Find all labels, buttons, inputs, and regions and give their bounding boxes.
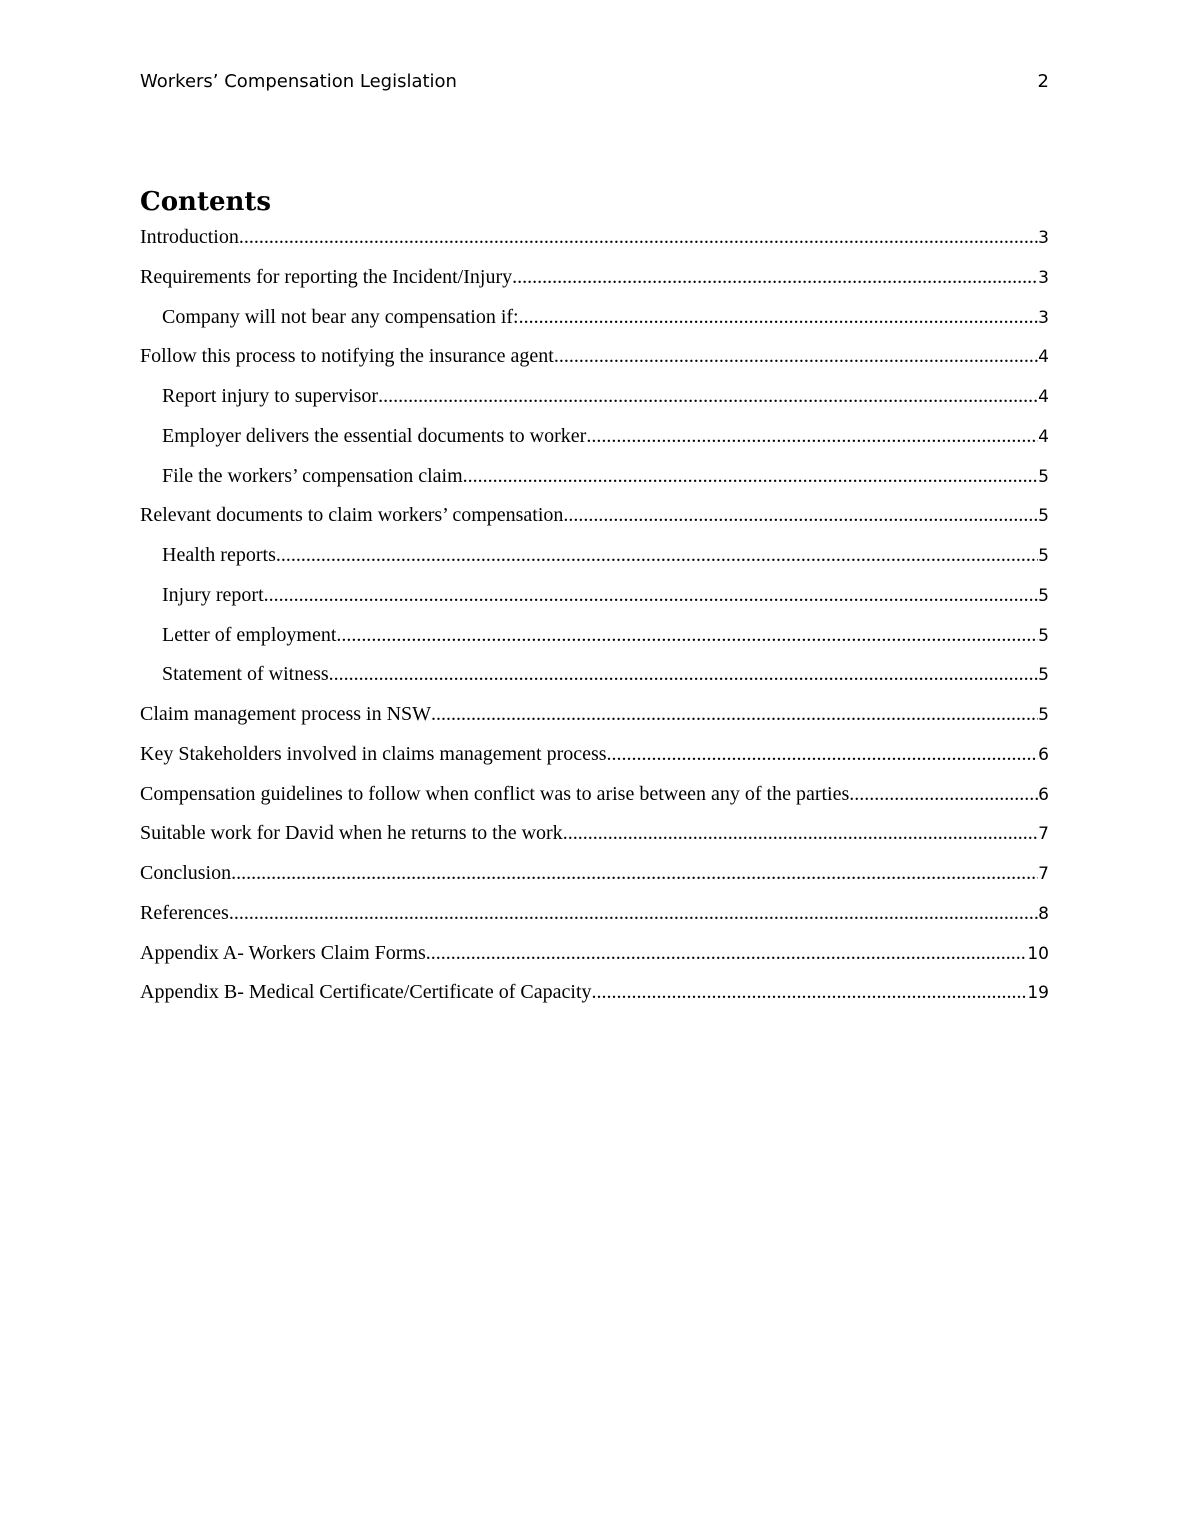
- toc-entry[interactable]: [140, 304, 1049, 344]
- toc-entry-title: Follow this process to notifying the insurance agent: [140, 345, 554, 368]
- toc-entry-title: Statement of witness: [162, 663, 329, 686]
- toc-entry-title: File the workers’ compensation claim: [162, 464, 463, 487]
- toc-dot-leader: [231, 860, 1038, 886]
- toc-dot-leader: [336, 622, 1038, 648]
- header-page-number: 2: [1037, 71, 1049, 92]
- toc-entry-page-number: 19: [1027, 983, 1049, 1004]
- header-title: Workers’ Compensation Legislation: [140, 71, 457, 92]
- toc-entry[interactable]: [140, 940, 1049, 980]
- toc-entry-title: Introduction: [140, 226, 239, 248]
- toc-dot-leader: [849, 781, 1038, 807]
- toc-dot-leader: [276, 542, 1038, 568]
- toc-entry-page-number: 5: [1038, 466, 1049, 487]
- toc-entry[interactable]: [140, 781, 1049, 821]
- toc-dot-leader: [431, 701, 1038, 727]
- toc-entry-page-number: 5: [1038, 625, 1049, 646]
- toc-entry-title: Compensation guidelines to follow when conflict was to arise between any of the parties: [140, 782, 850, 805]
- toc-dot-leader: [586, 423, 1038, 449]
- toc-entry-title: Claim management process in NSW: [140, 703, 432, 725]
- toc-entry-page-number: 5: [1038, 665, 1049, 686]
- toc-entry[interactable]: [140, 741, 1049, 781]
- toc-entry-title: Appendix A- Workers Claim Forms: [140, 941, 426, 964]
- table-of-contents: [140, 224, 1049, 1019]
- toc-entry[interactable]: [140, 542, 1049, 582]
- toc-entry-title: Injury report: [162, 583, 264, 606]
- toc-entry[interactable]: [140, 264, 1049, 304]
- toc-entry-page-number: 4: [1038, 347, 1049, 368]
- toc-dot-leader: [563, 502, 1038, 528]
- toc-entry-page-number: 5: [1038, 705, 1049, 725]
- toc-entry[interactable]: [140, 502, 1049, 542]
- toc-entry[interactable]: [140, 900, 1049, 940]
- toc-entry-page-number: 7: [1038, 824, 1049, 845]
- toc-entry-page-number: 6: [1038, 744, 1049, 765]
- toc-entry[interactable]: [140, 701, 1049, 741]
- toc-entry-title: Key Stakeholders involved in claims management process: [140, 742, 607, 765]
- toc-entry[interactable]: [140, 463, 1049, 503]
- toc-dot-leader: [378, 383, 1038, 409]
- toc-dot-leader: [239, 224, 1038, 250]
- toc-entry-title: Employer delivers the essential documents to worker: [162, 424, 587, 447]
- toc-entry-page-number: 3: [1038, 267, 1049, 288]
- toc-entry[interactable]: [140, 820, 1049, 860]
- toc-dot-leader: [554, 343, 1038, 369]
- toc-entry-page-number: 10: [1027, 943, 1049, 964]
- toc-entry[interactable]: [140, 979, 1049, 1019]
- toc-entry-title: Company will not bear any compensation if:: [162, 305, 519, 328]
- toc-entry-page-number: 5: [1038, 506, 1049, 527]
- toc-dot-leader: [592, 979, 1028, 1005]
- toc-entry-title: Appendix B- Medical Certificate/Certificate of Capacity: [140, 981, 592, 1004]
- toc-entry[interactable]: [140, 383, 1049, 423]
- toc-entry-title: Report injury to supervisor: [162, 385, 379, 407]
- toc-entry-title: Letter of employment: [162, 623, 337, 646]
- toc-dot-leader: [463, 463, 1039, 489]
- toc-entry-page-number: 4: [1038, 426, 1049, 447]
- toc-entry-page-number: 4: [1038, 387, 1049, 407]
- toc-entry-title: Suitable work for David when he returns to the work: [140, 822, 563, 845]
- toc-entry[interactable]: [140, 343, 1049, 383]
- toc-dot-leader: [563, 820, 1038, 846]
- toc-dot-leader: [264, 582, 1039, 608]
- toc-dot-leader: [329, 661, 1039, 687]
- page-header: [140, 71, 1049, 97]
- toc-entry-title: Requirements for reporting the Incident/Injury: [140, 265, 513, 288]
- toc-entry-title: Conclusion: [140, 862, 232, 884]
- toc-entry[interactable]: [140, 224, 1049, 264]
- toc-entry-page-number: 6: [1038, 784, 1049, 805]
- toc-dot-leader: [519, 304, 1039, 330]
- toc-entry-title: Relevant documents to claim workers’ compensation: [140, 504, 564, 527]
- toc-entry-title: Health reports: [162, 544, 276, 566]
- contents-heading: Contents: [140, 187, 272, 217]
- toc-dot-leader: [229, 900, 1038, 926]
- toc-dot-leader: [512, 264, 1038, 290]
- toc-entry[interactable]: [140, 582, 1049, 622]
- toc-entry-page-number: 7: [1038, 864, 1049, 884]
- toc-entry-page-number: 5: [1038, 585, 1049, 606]
- toc-entry-page-number: 8: [1038, 903, 1049, 924]
- toc-entry-page-number: 3: [1038, 307, 1049, 328]
- toc-entry[interactable]: [140, 860, 1049, 900]
- toc-dot-leader: [426, 940, 1028, 966]
- toc-entry-page-number: 3: [1038, 228, 1049, 248]
- toc-entry[interactable]: [140, 423, 1049, 463]
- toc-entry-title: References: [140, 901, 229, 924]
- toc-entry[interactable]: [140, 622, 1049, 662]
- toc-entry[interactable]: [140, 661, 1049, 701]
- toc-entry-page-number: 5: [1038, 546, 1049, 566]
- toc-dot-leader: [607, 741, 1039, 767]
